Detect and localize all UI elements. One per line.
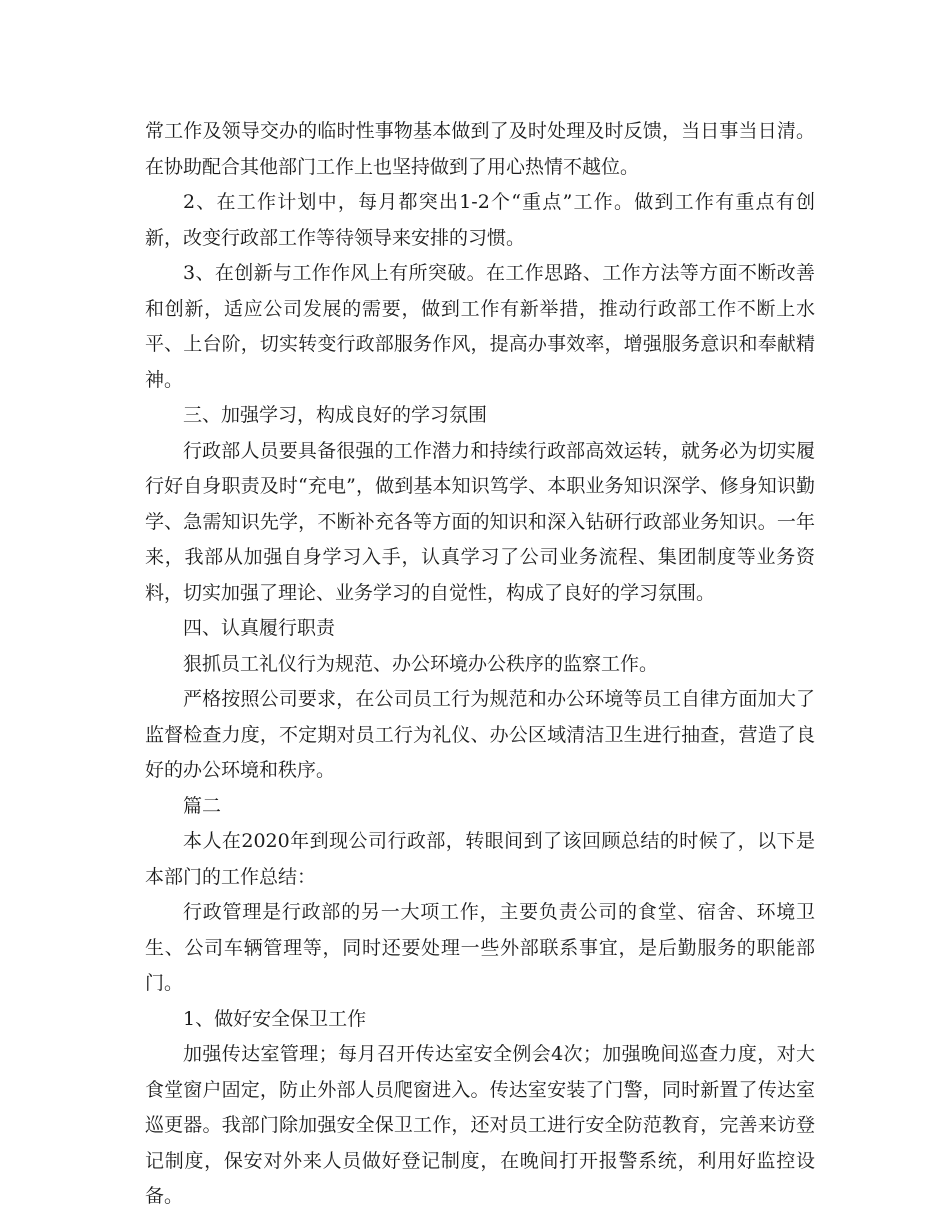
paragraph: 本人在2020年到现公司行政部，转眼间到了该回顾总结的时候了，以下是本部门的工作总结： <box>145 830 815 888</box>
part-heading: 篇二 <box>183 794 222 817</box>
paragraph: 狠抓员工礼仪行为规范、办公环境办公秩序的监察工作。 <box>183 652 659 675</box>
paragraph: 加强传达室管理；每月召开传达室安全例会4次；加强晚间巡查力度，对大食堂窗户固定，防止外部人员爬窗进入。传达室安装了门警，同时新置了传达室巡更器。我部门除加强安全保卫工作，还对员工进行安全防范教育，完善来访登记制度，保安对外来人员做好登记制度，在晚间打开报警系统，利用好监控设备。 <box>145 1043 815 1207</box>
section-heading: 三、加强学习，构成良好的学习氛围 <box>183 404 488 426</box>
section-heading: 四、认真履行职责 <box>183 617 336 639</box>
document-body <box>145 114 815 1215</box>
paragraph: 2、在工作计划中，每月都突出1-2个“重点”工作。做到工作有重点有创新，改变行政部工作等待领导来安排的习惯。 <box>145 191 815 249</box>
section-heading: 1、做好安全保卫工作 <box>183 1007 367 1030</box>
paragraph: 行政部人员要具备很强的工作潜力和持续行政部高效运转，就务必为切实履行好自身职责及时“充电”，做到基本知识笃学、本职业务知识深学、修身知识勤学、急需知识先学，不断补充各等方面的知识和深入钻研行政部业务知识。一年来，我部从加强自身学习入手，认真学习了公司业务流程、集团制度等业务资料，切实加强了理论、业务学习的自觉性，构成了良好的学习氛围。 <box>145 439 815 604</box>
paragraph: 严格按照公司要求，在公司员工行为规范和办公环境等员工自律方面加大了监督检查力度，不定期对员工行为礼仪、办公区域清洁卫生进行抽查，营造了良好的办公环境和秩序。 <box>145 688 815 781</box>
paragraph: 常工作及领导交办的临时性事物基本做到了及时处理及时反馈，当日事当日清。在协助配合其他部门工作上也坚持做到了用心热情不越位。 <box>145 120 815 178</box>
paragraph: 3、在创新与工作作风上有所突破。在工作思路、工作方法等方面不断改善和创新，适应公司发展的需要，做到工作有新举措，推动行政部工作不断上水平、上台阶，切实转变行政部服务作风，提高办事效率，增强服务意识和奉献精神。 <box>145 262 815 391</box>
paragraph: 行政管理是行政部的另一大项工作，主要负责公司的食堂、宿舍、环境卫生、公司车辆管理等，同时还要处理一些外部联系事宜，是后勤服务的职能部门。 <box>145 901 815 994</box>
